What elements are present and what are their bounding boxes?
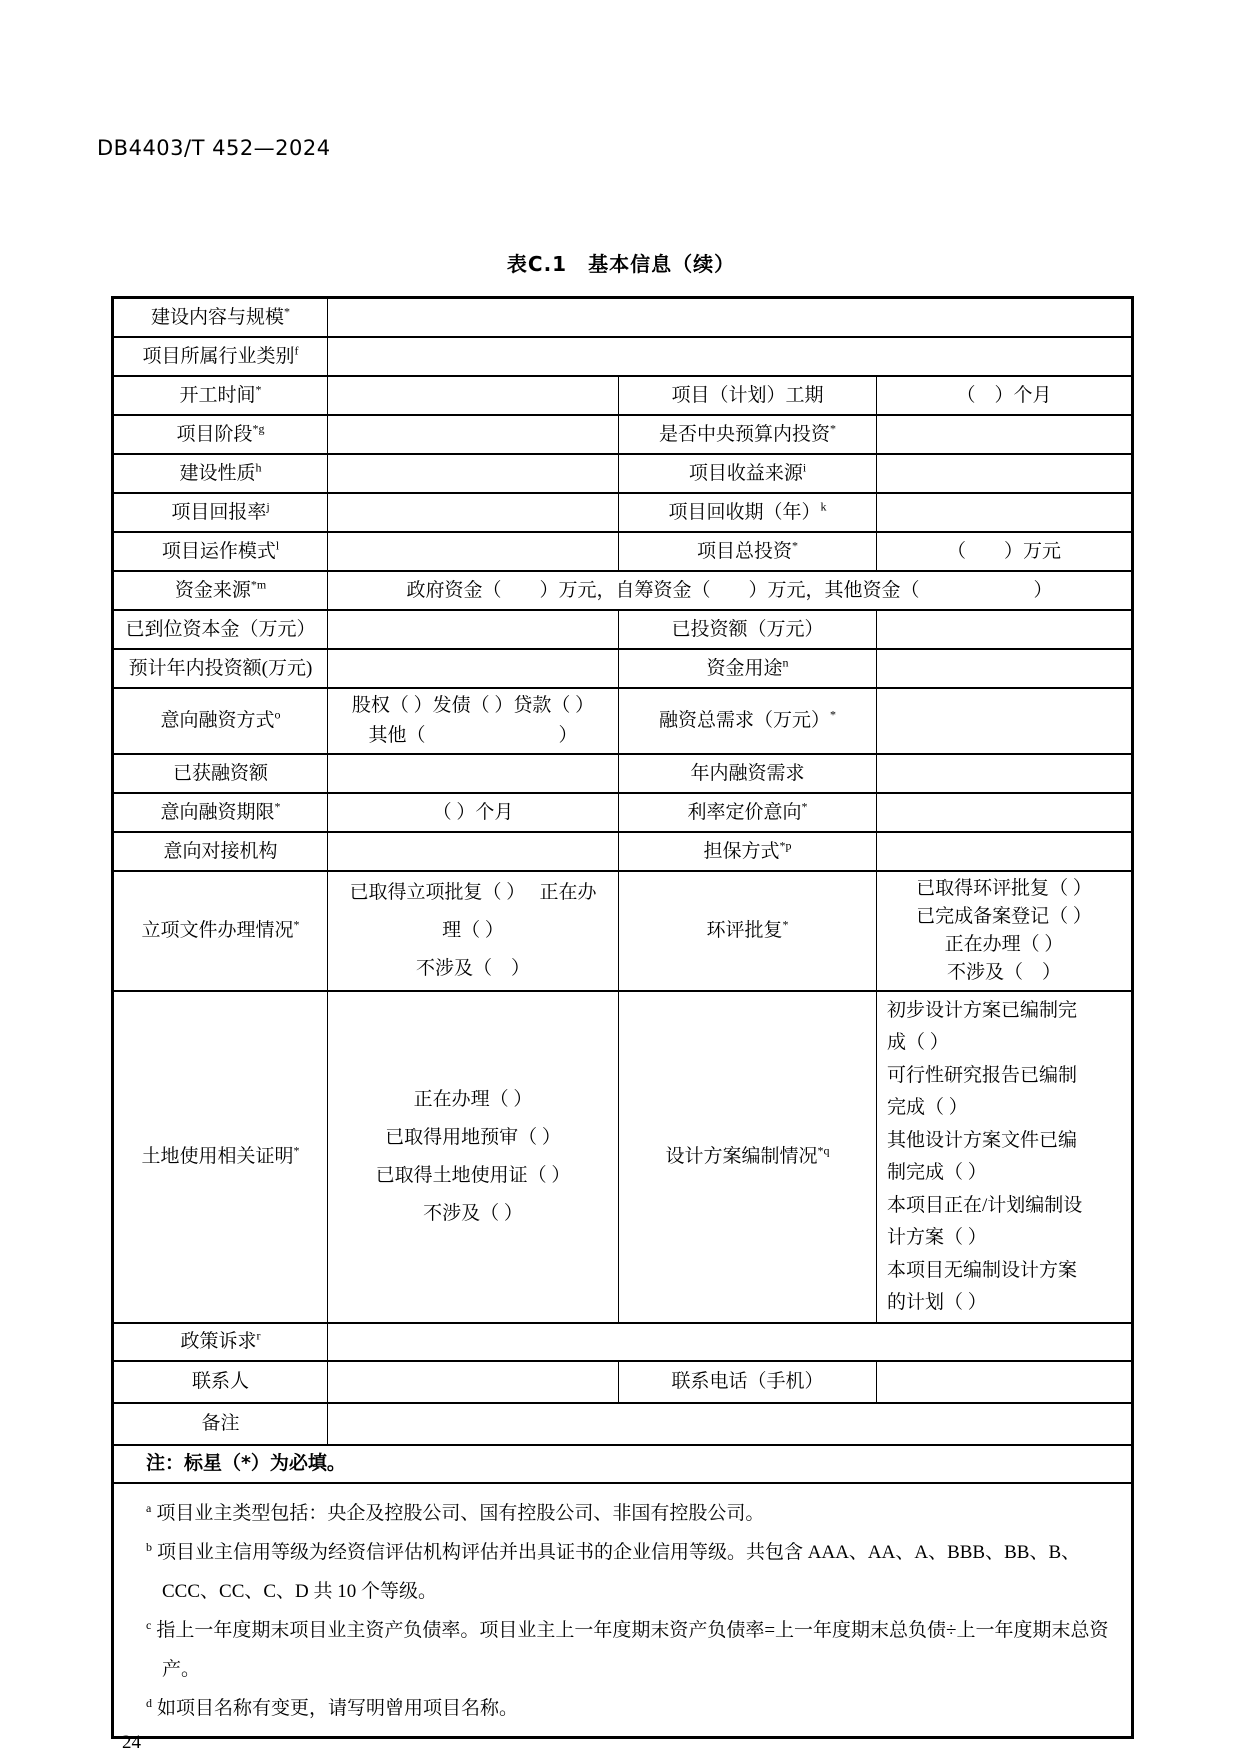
land-line: 正在办理（ ）: [413, 1089, 533, 1110]
cell-remark: [328, 1403, 1133, 1445]
label-return-rate: 项目回报率$^j$: [113, 493, 328, 532]
cell-project-stage: [328, 415, 619, 454]
label-fund-use: 资金用途$^n$: [619, 649, 877, 688]
cell-industry: [328, 337, 1133, 376]
label-financing-term: 意向融资期限*: [113, 793, 328, 832]
row-construction-content: [113, 298, 1133, 338]
label-income-source: 项目收益来源$^i$: [619, 454, 877, 493]
label-design-plan-status: 设计方案编制情况$^{*q}$: [619, 991, 877, 1323]
row-stage: [113, 415, 1133, 454]
label-invested-amount: 已投资额（万元）: [619, 610, 877, 649]
label-construction-nature: 建设性质$^h$: [113, 454, 328, 493]
label-total-financing-need: 融资总需求（万元）*: [619, 688, 877, 754]
label-year-financing-need: 年内融资需求: [619, 754, 877, 793]
label-eia-approval: 环评批复*: [619, 871, 877, 991]
cell-year-investment: [328, 649, 619, 688]
eia-line: 已完成备案登记（ ）: [916, 906, 1092, 927]
label-capital-in-place: 已到位资本金（万元）: [113, 610, 328, 649]
row-nature: [113, 454, 1133, 493]
label-financing-mode: 意向融资方式$^o$: [113, 688, 328, 754]
label-rate-pricing-intent: 利率定价意向*: [619, 793, 877, 832]
design-line: 可行性研究报告已编制: [887, 1064, 1078, 1086]
label-industry: 项目所属行业类别$^f$: [113, 337, 328, 376]
row-start-time: [113, 376, 1133, 415]
land-line: 已取得土地使用证（ ）: [375, 1165, 571, 1186]
row-financing-mode: [113, 688, 1133, 754]
label-total-investment: 项目总投资*: [619, 532, 877, 571]
basic-info-table: [111, 296, 1134, 1739]
cell-design-plan-options: [877, 991, 1133, 1323]
row-capital: [113, 610, 1133, 649]
cell-contact-institution: [328, 832, 619, 871]
label-central-budget: 是否中央预算内投资*: [619, 415, 877, 454]
label-construction-content: 建设内容与规模*: [113, 298, 328, 338]
cell-approval-options: [328, 871, 619, 991]
cell-payback-period: [877, 493, 1133, 532]
label-contact-institution: 意向对接机构: [113, 832, 328, 871]
cell-eia-options: [877, 871, 1133, 991]
eia-line: 正在办理（ ）: [944, 934, 1064, 955]
row-funding-source: [113, 571, 1133, 610]
design-line: 完成（ ）: [887, 1097, 968, 1118]
cell-total-financing-need: [877, 688, 1133, 754]
footnote-c: $^c$ 指上一年度期末项目业主资产负债率。项目业主上一年度期末资产负债率=上一年度期末总负债÷上一年度期末总资产。: [146, 1617, 1109, 1680]
approval-line: 已取得立项批复（ ） 正在办: [349, 882, 597, 903]
label-policy-demand: 政策诉求$^r$: [113, 1323, 328, 1361]
label-financing-obtained: 已获融资额: [113, 754, 328, 793]
cell-land-options: [328, 991, 619, 1323]
row-policy-demand: [113, 1323, 1133, 1361]
row-land-certificate: [113, 991, 1133, 1323]
footnotes-block: [113, 1483, 1133, 1738]
row-footnotes: [113, 1483, 1133, 1738]
design-line: 其他设计方案文件已编: [887, 1129, 1078, 1151]
cell-financing-term: （ ）个月: [328, 793, 619, 832]
row-industry: [113, 337, 1133, 376]
land-line: 不涉及（ ）: [423, 1203, 523, 1224]
design-line: 成（ ）: [887, 1032, 949, 1053]
financing-mode-line2: 其他（ ）: [368, 725, 578, 746]
approval-line: 理（ ）: [442, 920, 504, 941]
row-approval-status: [113, 871, 1133, 991]
row-remark: [113, 1403, 1133, 1445]
label-year-investment: 预计年内投资额(万元): [113, 649, 328, 688]
design-line: 计方案（ ）: [887, 1227, 987, 1248]
cell-contact-phone: [877, 1361, 1133, 1403]
row-return-rate: [113, 493, 1133, 532]
land-line: 已取得用地预审（ ）: [385, 1127, 561, 1148]
footnote-a: $^a$ 项目业主类型包括：央企及控股公司、国有控股公司、非国有控股公司。: [146, 1500, 765, 1524]
label-operation-mode: 项目运作模式$^l$: [113, 532, 328, 571]
design-line: 本项目无编制设计方案: [887, 1259, 1078, 1281]
cell-financing-mode-options: [328, 688, 619, 754]
cell-start-time: [328, 376, 619, 415]
label-funding-source: 资金来源$^{*m}$: [113, 571, 328, 610]
approval-line: 不涉及（ ）: [415, 958, 530, 979]
cell-construction-content: [328, 298, 1133, 338]
cell-central-budget: [877, 415, 1133, 454]
row-financing-obtained: [113, 754, 1133, 793]
financing-mode-line1: 股权（ ）发债（ ）贷款（ ）: [351, 695, 595, 716]
cell-total-investment: （ ）万元: [877, 532, 1133, 571]
eia-line: 不涉及（ ）: [947, 962, 1062, 983]
cell-year-financing-need: [877, 754, 1133, 793]
label-project-stage: 项目阶段$^{*g}$: [113, 415, 328, 454]
label-start-time: 开工时间*: [113, 376, 328, 415]
label-project-duration: 项目（计划）工期: [619, 376, 877, 415]
cell-construction-nature: [328, 454, 619, 493]
cell-operation-mode: [328, 532, 619, 571]
row-contact-person: [113, 1361, 1133, 1403]
label-contact-phone: 联系电话（手机）: [619, 1361, 877, 1403]
footnote-b: $^b$ 项目业主信用等级为经资信评估机构评估并出具证书的企业信用等级。共包含 AAA、AA、A、BBB、BB、B、CCC、CC、C、D 共 10 个等级。: [146, 1539, 1081, 1602]
cell-fund-use: [877, 649, 1133, 688]
cell-policy-demand: [328, 1323, 1133, 1361]
standard-number: DB4403/T 452—2024: [97, 136, 331, 160]
design-line: 初步设计方案已编制完: [887, 999, 1078, 1021]
row-year-investment: [113, 649, 1133, 688]
row-financing-term: [113, 793, 1133, 832]
cell-funding-source: 政府资金（ ）万元，自筹资金（ ）万元，其他资金（ ）: [328, 571, 1133, 610]
table-title: 表C.1 基本信息（续）: [506, 252, 736, 276]
label-payback-period: 项目回收期（年）$^k$: [619, 493, 877, 532]
row-operation-mode: [113, 532, 1133, 571]
page-number: 24: [122, 1732, 141, 1753]
cell-income-source: [877, 454, 1133, 493]
cell-project-duration: （ ）个月: [877, 376, 1133, 415]
cell-financing-obtained: [328, 754, 619, 793]
label-guarantee-mode: 担保方式$^{*p}$: [619, 832, 877, 871]
design-line: 的计划（ ）: [887, 1292, 987, 1313]
cell-contact-person: [328, 1361, 619, 1403]
label-remark: 备注: [113, 1403, 328, 1445]
cell-return-rate: [328, 493, 619, 532]
design-line: 制完成（ ）: [887, 1162, 987, 1183]
footnote-d: $^d$ 如项目名称有变更，请写明曾用项目名称。: [146, 1695, 519, 1719]
cell-rate-pricing-intent: [877, 793, 1133, 832]
cell-guarantee-mode: [877, 832, 1133, 871]
label-land-certificate: 土地使用相关证明*: [113, 991, 328, 1323]
label-approval-status: 立项文件办理情况*: [113, 871, 328, 991]
table-note: 注：标星（*）为必填。: [113, 1445, 1133, 1483]
eia-line: 已取得环评批复（ ）: [916, 878, 1092, 899]
row-contact-institution: [113, 832, 1133, 871]
design-line: 本项目正在/计划编制设: [887, 1194, 1083, 1216]
row-note: [113, 1445, 1133, 1483]
cell-invested-amount: [877, 610, 1133, 649]
cell-capital-in-place: [328, 610, 619, 649]
label-contact-person: 联系人: [113, 1361, 328, 1403]
